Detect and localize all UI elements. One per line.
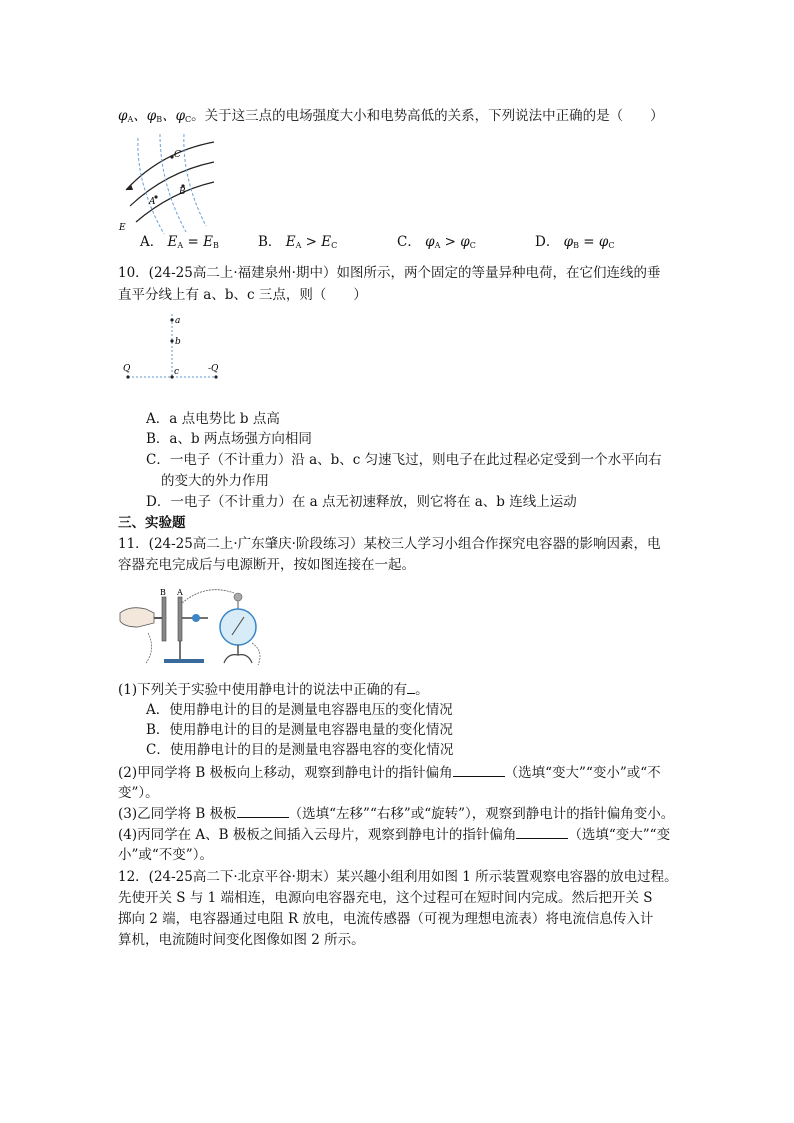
q11-apparatus-figure [116, 583, 274, 669]
q9-option-a[interactable]: A． $E_A = E_B$ [140, 234, 219, 250]
q11-sub2-line2: 变”）。 [118, 785, 159, 801]
q9-field-figure [116, 134, 220, 240]
q10-stem-line1: 10．(24-25高二上·福建泉州·期中）如图所示，两个固定的等量异种电荷，在它们连线的垂 [118, 265, 661, 281]
q10-label-a: a [175, 316, 181, 326]
q9-intro-line: $\varphi_A$、$\varphi_B$、$\varphi_C$。关于这三点的电场强度大小和电势高低的关系，下列说法中正确的是（ ） [118, 108, 664, 124]
q9-option-b[interactable]: B． $E_A > E_C$ [258, 234, 338, 250]
q11-option-a[interactable]: A．使用静电计的目的是测量电容器电压的变化情况 [146, 702, 453, 718]
q11-option-c[interactable]: C．使用静电计的目的是测量电容器电容的变化情况 [146, 742, 454, 758]
q10-option-d[interactable]: D．一电子（不计重力）在 a 点无初速释放，则它将在 a、b 连线上运动 [146, 494, 577, 510]
q11-sub4-blank[interactable] [516, 826, 568, 839]
q10-label-b: b [175, 337, 181, 347]
q12-stem-line1: 12．(24-25高二下·北京平谷·期末）某兴趣小组利用如图 1 所示装置观察电容器的放电过程。 [118, 869, 678, 885]
q10-option-a[interactable]: A．a 点电势比 b 点高 [146, 411, 280, 427]
q12-stem-line2: 先使开关 S 与 1 端相连，电源向电容器充电，这个过程可在短时间内完成。然后把开关 S [118, 890, 653, 906]
q11-option-b[interactable]: B．使用静电计的目的是测量电容器电量的变化情况 [146, 722, 453, 738]
q10-option-b[interactable]: B．a、b 两点场强方向相同 [146, 431, 312, 447]
q10-label-negq: -Q [208, 364, 219, 374]
q11-sub2-line1: (2)甲同学将 B 极板向上移动，观察到静电计的指针偏角 （选填“变大”“变小”或“不 [118, 765, 661, 781]
q11-sub3: (3)乙同学将 B 极板 （选填“左移”“右移”或“旋转”），观察到静电计的指针偏角变小。 [118, 806, 675, 822]
q9-option-d[interactable]: D． $\varphi_B = \varphi_C$ [535, 234, 615, 250]
q11-sub1: (1)下列关于实验中使用静电计的说法中正确的有 。 [118, 682, 429, 698]
q11-sub1-blank[interactable] [407, 681, 415, 694]
q11-sub2-blank[interactable] [453, 764, 505, 777]
q11-label-a: A [177, 588, 183, 597]
q11-sub3-blank[interactable] [237, 805, 289, 818]
q12-stem-line3: 掷向 2 端，电容器通过电阻 R 放电，电流传感器（可视为理想电流表）将电流信息传入计 [118, 911, 654, 927]
q11-sub4-line1: (4)丙同学在 A、B 极板之间插入云母片，观察到静电计的指针偏角 （选填“变大”“变 [118, 827, 671, 843]
q10-label-c: c [174, 367, 180, 377]
q10-charges-figure [118, 308, 230, 382]
q9-label-b: B [179, 187, 186, 197]
q11-sub4-line2: 小”或“不变”）。 [118, 847, 213, 863]
q11-stem-line2: 容器充电完成后与电源断开，按如图连接在一起。 [118, 557, 415, 573]
q10-option-c-line1[interactable]: C．一电子（不计重力）沿 a、b、c 匀速飞过，则电子在此过程必定受到一个水平向右 [146, 452, 662, 468]
q9-option-c[interactable]: C． $\varphi_A > \varphi_C$ [397, 234, 476, 250]
q9-label-a: A [149, 197, 156, 207]
q10-label-q: Q [123, 364, 131, 374]
q9-label-c: C [174, 150, 181, 160]
q11-label-b: B [160, 588, 166, 597]
q12-stem-line4: 算机，电流随时间变化图像如图 2 所示。 [118, 932, 365, 948]
q10-stem-line2: 直平分线上有 a、b、c 三点，则（ ） [118, 287, 367, 303]
q9-label-e: E [119, 223, 126, 233]
section-heading: 三、实验题 [118, 515, 186, 531]
q10-option-c-line2[interactable]: 的变大的外力作用 [161, 473, 269, 489]
q11-stem-line1: 11．(24-25高二上·广东肇庆·阶段练习）某校三人学习小组合作探究电容器的影响因素，电 [118, 536, 661, 552]
